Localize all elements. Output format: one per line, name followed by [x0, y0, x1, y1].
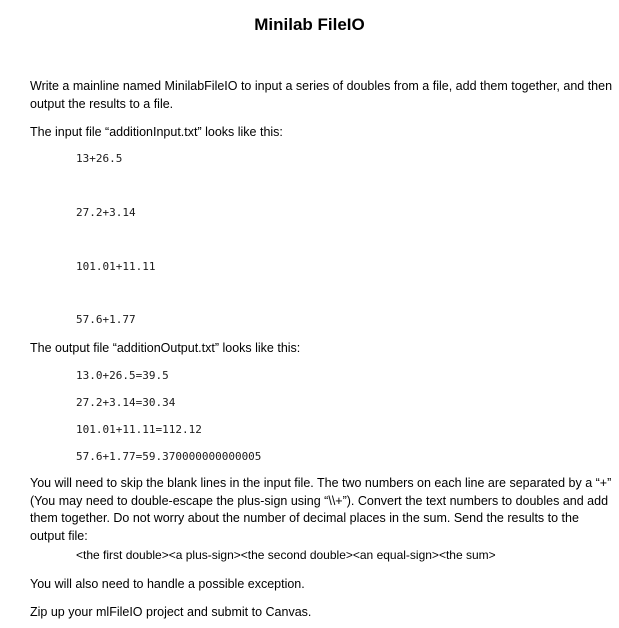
document-title: Minilab FileIO — [254, 15, 365, 34]
output-line: 101.01+11.11=112.12 — [76, 423, 202, 436]
output-line: 13.0+26.5=39.5 — [76, 369, 169, 382]
instructions-paragraph: You will need to skip the blank lines in the input file. The two numbers on each line are separated by a “+” (You may need to double-escape the plus-sign using “\\+”). Convert the text numbers to doubles and add them together. Do not worry about the number of decimal places in the sum. Send the results to the output file: — [30, 476, 612, 543]
input-line: 13+26.5 — [76, 152, 123, 165]
input-line: 57.6+1.77 — [76, 313, 136, 326]
output-line: 57.6+1.77=59.370000000000005 — [76, 450, 262, 463]
exception-note: You will also need to handle a possible exception. — [30, 577, 305, 591]
submit-note: Zip up your mlFileIO project and submit to Canvas. — [30, 605, 312, 619]
input-file-label: The input file “additionInput.txt” looks like this: — [30, 125, 283, 139]
input-line: 101.01+11.11 — [76, 260, 156, 273]
output-file-label: The output file “additionOutput.txt” looks like this: — [30, 341, 301, 355]
input-line: 27.2+3.14 — [76, 206, 136, 219]
output-format-line: <the first double><a plus-sign><the second double><an equal-sign><the sum> — [76, 548, 496, 562]
intro-paragraph: Write a mainline named MinilabFileIO to input a series of doubles from a file, add them together, and then output the results to a file. — [30, 79, 613, 111]
output-line: 27.2+3.14=30.34 — [76, 396, 176, 409]
